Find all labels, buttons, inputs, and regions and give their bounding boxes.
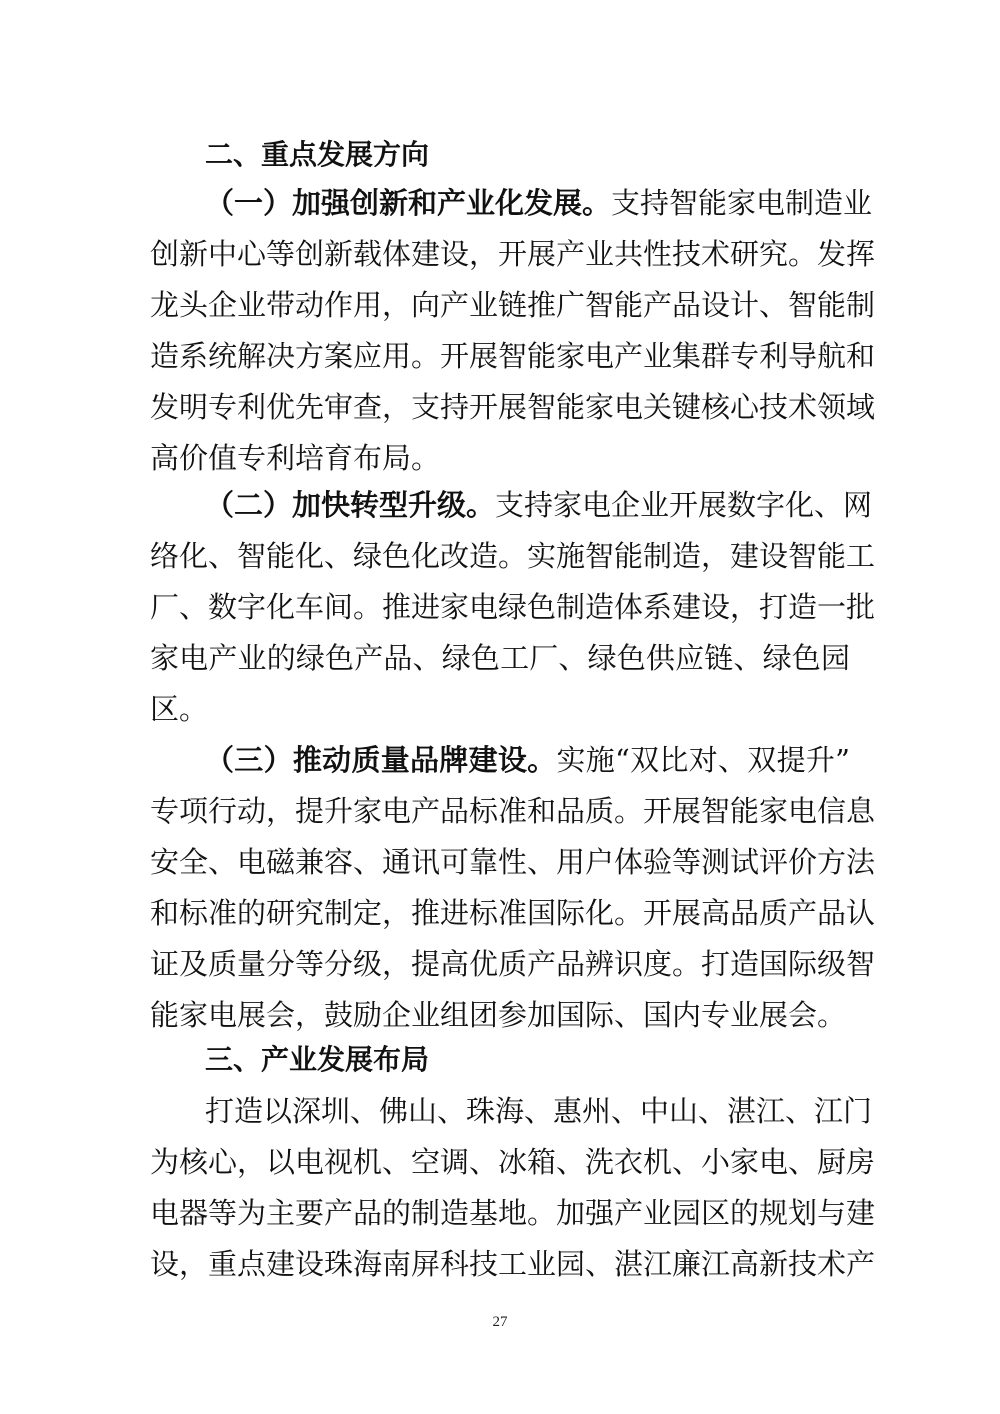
section-heading: 三、产业发展布局 (205, 1043, 430, 1076)
paragraph-line: 区。 (150, 692, 209, 726)
paragraph-line: 高价值专利培育布局。 (150, 441, 441, 475)
paragraph-line: 证及质量分等分级，提高优质产品辨识度。打造国际级智 (150, 947, 876, 981)
paragraph-line: 创新中心等创新载体建设，开展产业共性技术研究。发挥 (150, 237, 876, 271)
paragraph-line: 发明专利优先审查，支持开展智能家电关键核心技术领域 (150, 390, 876, 424)
paragraph-line: 安全、电磁兼容、通讯可靠性、用户体验等测试评价方法 (150, 845, 876, 879)
paragraph-line: 家电产业的绿色产品、绿色工厂、绿色供应链、绿色园 (150, 641, 850, 675)
paragraph-line: 络化、智能化、绿色化改造。实施智能制造，建设智能工 (150, 539, 876, 573)
paragraph-lead: （二）加快转型升级。 (205, 488, 496, 522)
paragraph-line: 能家电展会，鼓励企业组团参加国际、国内专业展会。 (150, 998, 847, 1032)
paragraph-line: 打造以深圳、佛山、珠海、惠州、中山、湛江、江门 (205, 1094, 873, 1128)
paragraph-text: 支持家电企业开展数字化、网 (495, 488, 873, 522)
section-heading: 二、重点发展方向 (205, 138, 430, 171)
paragraph-line: 龙头企业带动作用，向产业链推广智能产品设计、智能制 (150, 288, 876, 322)
paragraph-lead: （三）推动质量品牌建设。 (205, 743, 557, 777)
paragraph-text: 实施“双比对、双提升” (556, 743, 850, 777)
paragraph-lead: （一）加强创新和产业化发展。 (205, 186, 612, 220)
paragraph-text: 支持智能家电制造业 (611, 186, 873, 220)
paragraph-line: 为核心，以电视机、空调、冰箱、洗衣机、小家电、厨房 (150, 1145, 876, 1179)
paragraph-line: 造系统解决方案应用。开展智能家电产业集群专利导航和 (150, 339, 876, 373)
paragraph-line (205, 183, 873, 223)
paragraph-line: 设，重点建设珠海南屏科技工业园、湛江廉江高新技术产 (150, 1247, 876, 1281)
paragraph-line: 专项行动，提升家电产品标准和品质。开展智能家电信息 (150, 794, 876, 828)
paragraph-line: 电器等为主要产品的制造基地。加强产业园区的规划与建 (150, 1196, 876, 1230)
paragraph-line: 和标准的研究制定，推进标准国际化。开展高品质产品认 (150, 896, 876, 930)
paragraph-line (205, 485, 873, 525)
paragraph-line (205, 740, 850, 780)
page-number: 27 (492, 1314, 508, 1330)
paragraph-line: 厂、数字化车间。推进家电绿色制造体系建设，打造一批 (150, 590, 876, 624)
